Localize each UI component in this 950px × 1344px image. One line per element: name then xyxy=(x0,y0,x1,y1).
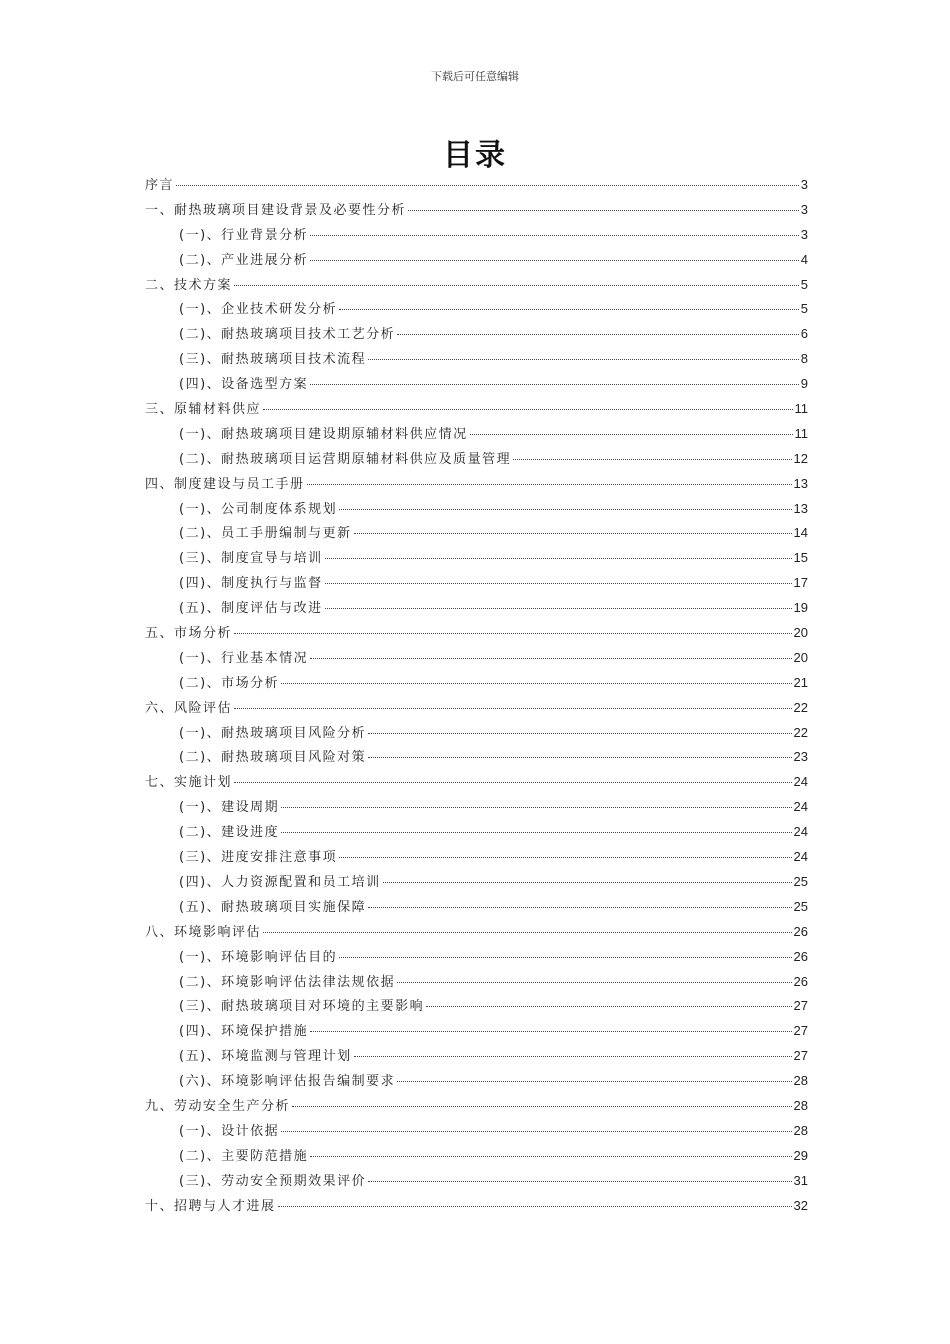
toc-leader-dots xyxy=(278,1206,792,1207)
toc-leader-dots xyxy=(310,384,799,385)
toc-leader-dots xyxy=(310,235,799,236)
toc-leader-dots xyxy=(339,857,791,858)
toc-entry-label: 五、市场分析 xyxy=(145,626,233,642)
toc-entry-page: 20 xyxy=(793,625,808,641)
toc-entry-page: 28 xyxy=(793,1097,808,1113)
toc-entry-page: 3 xyxy=(800,177,808,192)
toc-entry-page: 25 xyxy=(793,873,808,889)
toc-leader-dots xyxy=(234,782,792,783)
toc-leader-dots xyxy=(354,533,792,534)
toc-leader-dots xyxy=(354,1056,792,1057)
toc-entry-label: (五)、制度评估与改进 xyxy=(179,601,323,617)
toc-entry-page: 28 xyxy=(793,1122,808,1138)
toc-entry-label: (一)、行业背景分析 xyxy=(179,227,309,243)
toc-entry-page: 14 xyxy=(793,525,808,541)
toc-leader-dots xyxy=(292,1106,792,1107)
toc-entry-page: 24 xyxy=(793,824,808,840)
toc-entry[interactable] xyxy=(145,522,808,547)
toc-entry[interactable] xyxy=(145,473,808,498)
toc-entry-page: 11 xyxy=(794,425,808,441)
toc-entry-page: 22 xyxy=(793,699,808,715)
toc-leader-dots xyxy=(368,907,791,908)
toc-entry[interactable] xyxy=(145,348,808,373)
toc-entry-label: (三)、劳动安全预期效果评价 xyxy=(179,1173,367,1189)
toc-leader-dots xyxy=(307,484,792,485)
toc-entry[interactable] xyxy=(145,995,808,1020)
toc-entry[interactable] xyxy=(145,771,808,796)
toc-entry-label: (一)、行业基本情况 xyxy=(179,650,309,666)
toc-entry-label: (三)、制度宣导与培训 xyxy=(179,551,323,567)
toc-leader-dots xyxy=(263,932,792,933)
toc-entry-page: 24 xyxy=(793,774,808,790)
toc-entry[interactable] xyxy=(145,1095,808,1120)
toc-entry-page: 27 xyxy=(793,1023,808,1039)
toc-entry-page: 26 xyxy=(793,948,808,964)
toc-entry[interactable] xyxy=(145,249,808,274)
toc-entry[interactable] xyxy=(145,921,808,946)
toc-leader-dots xyxy=(281,683,791,684)
toc-leader-dots xyxy=(368,733,791,734)
toc-leader-dots xyxy=(281,807,791,808)
toc-leader-dots xyxy=(310,658,791,659)
toc-entry-page: 22 xyxy=(793,724,808,740)
toc-leader-dots xyxy=(281,832,791,833)
toc-leader-dots xyxy=(234,633,792,634)
toc-leader-dots xyxy=(397,982,791,983)
toc-entry-page: 5 xyxy=(800,301,808,317)
toc-entry-label: (一)、设计依据 xyxy=(179,1123,280,1139)
toc-leader-dots xyxy=(339,509,791,510)
toc-entry-label: 三、原辅材料供应 xyxy=(145,402,262,418)
toc-entry[interactable] xyxy=(145,946,808,971)
toc-entry[interactable] xyxy=(145,647,808,672)
toc-entry-label: (二)、产业进展分析 xyxy=(179,252,309,268)
toc-entry[interactable] xyxy=(145,1170,808,1195)
toc-entry-page: 31 xyxy=(793,1172,808,1188)
toc-entry[interactable] xyxy=(145,1195,808,1220)
toc-entry[interactable] xyxy=(145,1145,808,1170)
toc-leader-dots xyxy=(310,1031,791,1032)
toc-leader-dots xyxy=(281,1131,791,1132)
toc-entry[interactable] xyxy=(145,1020,808,1045)
toc-leader-dots xyxy=(368,757,791,758)
toc-entry-label: 四、制度建设与员工手册 xyxy=(145,476,305,492)
toc-leader-dots xyxy=(176,185,799,186)
toc-leader-dots xyxy=(397,1081,791,1082)
toc-entry-label: (一)、环境影响评估目的 xyxy=(179,949,338,965)
toc-entry[interactable] xyxy=(145,323,808,348)
toc-entry-label: (五)、耐热玻璃项目实施保障 xyxy=(179,899,367,915)
toc-entry[interactable] xyxy=(145,224,808,249)
toc-leader-dots xyxy=(513,459,791,460)
toc-entry-label: (六)、环境影响评估报告编制要求 xyxy=(179,1074,396,1090)
toc-entry-label: (四)、制度执行与监督 xyxy=(179,576,323,592)
toc-entry[interactable] xyxy=(145,572,808,597)
toc-entry-label: (一)、建设周期 xyxy=(179,800,280,816)
toc-leader-dots xyxy=(263,409,792,410)
toc-entry-page: 8 xyxy=(800,351,808,367)
toc-entry-page: 25 xyxy=(793,898,808,914)
toc-leader-dots xyxy=(426,1006,791,1007)
toc-entry-label: 二、技术方案 xyxy=(145,277,233,293)
toc-entry[interactable] xyxy=(145,448,808,473)
toc-entry-page: 24 xyxy=(793,849,808,865)
toc-entry-page: 26 xyxy=(793,973,808,989)
toc-entry-page: 5 xyxy=(800,276,808,292)
toc-entry[interactable] xyxy=(145,398,808,423)
toc-leader-dots xyxy=(234,285,799,286)
toc-entry-page: 11 xyxy=(794,401,808,417)
toc-entry-label: (一)、企业技术研发分析 xyxy=(179,302,338,318)
toc-entry[interactable] xyxy=(145,1070,808,1095)
toc-leader-dots xyxy=(383,882,792,883)
toc-entry[interactable] xyxy=(145,672,808,697)
toc-entry-page: 23 xyxy=(793,749,808,765)
toc-entry-label: (二)、耐热玻璃项目技术工艺分析 xyxy=(179,327,396,343)
toc-entry-label: 六、风险评估 xyxy=(145,700,233,716)
toc-entry[interactable] xyxy=(145,796,808,821)
toc-entry[interactable] xyxy=(145,597,808,622)
toc-entry[interactable] xyxy=(145,871,808,896)
toc-entry-label: (二)、环境影响评估法律法规依据 xyxy=(179,974,396,990)
toc-entry-page: 13 xyxy=(793,475,808,491)
toc-entry-page: 6 xyxy=(800,326,808,342)
toc-leader-dots xyxy=(310,1156,791,1157)
toc-entry[interactable] xyxy=(145,174,808,199)
toc-entry[interactable] xyxy=(145,423,808,448)
toc-entry-page: 13 xyxy=(793,500,808,516)
toc-entry-label: (二)、员工手册编制与更新 xyxy=(179,526,352,542)
toc-entry[interactable] xyxy=(145,697,808,722)
toc-entry-label: (三)、耐热玻璃项目技术流程 xyxy=(179,352,367,368)
toc-entry[interactable] xyxy=(145,722,808,747)
toc-entry-label: (二)、市场分析 xyxy=(179,675,280,691)
toc-entry-page: 9 xyxy=(800,376,808,392)
toc-entry[interactable] xyxy=(145,547,808,572)
toc-entry[interactable] xyxy=(145,971,808,996)
toc-entry-page: 15 xyxy=(793,550,808,566)
toc-entry-label: 十、招聘与人才进展 xyxy=(145,1198,276,1214)
toc-leader-dots xyxy=(470,434,793,435)
toc-entry-page: 21 xyxy=(793,674,808,690)
toc-entry-page: 17 xyxy=(793,575,808,591)
toc-entry-label: (四)、环境保护措施 xyxy=(179,1024,309,1040)
toc-leader-dots xyxy=(368,359,799,360)
toc-entry-label: 九、劳动安全生产分析 xyxy=(145,1098,291,1114)
toc-leader-dots xyxy=(368,1181,791,1182)
toc-entry-label: 一、耐热玻璃项目建设背景及必要性分析 xyxy=(145,202,407,218)
toc-entry-label: (一)、公司制度体系规划 xyxy=(179,501,338,517)
toc-entry[interactable] xyxy=(145,373,808,398)
toc-leader-dots xyxy=(325,558,792,559)
toc-leader-dots xyxy=(325,583,792,584)
toc-entry-page: 20 xyxy=(793,649,808,665)
toc-entry-label: 序言 xyxy=(145,178,175,193)
toc-leader-dots xyxy=(234,708,792,709)
toc-leader-dots xyxy=(397,334,799,335)
toc-title: 目录 xyxy=(443,138,507,173)
toc-entry[interactable] xyxy=(145,846,808,871)
toc-leader-dots xyxy=(339,957,791,958)
toc-entry-label: (三)、耐热玻璃项目对环境的主要影响 xyxy=(179,999,425,1015)
toc-entry[interactable] xyxy=(145,298,808,323)
toc-entry[interactable] xyxy=(145,1045,808,1070)
toc-entry-page: 27 xyxy=(793,998,808,1014)
toc-entry-label: 八、环境影响评估 xyxy=(145,924,262,940)
toc-entry-label: (二)、主要防范措施 xyxy=(179,1148,309,1164)
toc-entry-page: 3 xyxy=(800,201,808,217)
toc-entry-label: (一)、耐热玻璃项目风险分析 xyxy=(179,725,367,741)
toc-entry-label: (三)、进度安排注意事项 xyxy=(179,850,338,866)
page-header: 下载后可任意编辑 xyxy=(431,70,519,83)
toc-leader-dots xyxy=(339,309,799,310)
toc-entry[interactable] xyxy=(145,622,808,647)
toc-leader-dots xyxy=(325,608,792,609)
toc-entry-label: 七、实施计划 xyxy=(145,775,233,791)
toc-entry[interactable] xyxy=(145,274,808,299)
toc-entry-label: (二)、建设进度 xyxy=(179,825,280,841)
toc-leader-dots xyxy=(310,260,799,261)
toc-entry-page: 19 xyxy=(793,600,808,616)
toc-entry-page: 4 xyxy=(800,251,808,267)
toc-entry-page: 32 xyxy=(793,1197,808,1213)
toc-entry-page: 28 xyxy=(793,1073,808,1089)
toc-entry[interactable] xyxy=(145,498,808,523)
toc-entry-page: 27 xyxy=(793,1048,808,1064)
toc-entry-page: 29 xyxy=(793,1147,808,1163)
toc-entry-label: (五)、环境监测与管理计划 xyxy=(179,1049,352,1065)
toc-entry-label: (四)、人力资源配置和员工培训 xyxy=(179,874,381,890)
toc-entry-page: 24 xyxy=(793,799,808,815)
toc-entry[interactable] xyxy=(145,1120,808,1145)
toc-entry-page: 26 xyxy=(793,923,808,939)
toc-entry-label: (二)、耐热玻璃项目风险对策 xyxy=(179,750,367,766)
toc-entry[interactable] xyxy=(145,199,808,224)
toc-entry-page: 3 xyxy=(800,226,808,242)
table-of-contents xyxy=(145,174,808,1219)
toc-entry[interactable] xyxy=(145,896,808,921)
toc-entry[interactable] xyxy=(145,746,808,771)
toc-entry-page: 12 xyxy=(793,450,808,466)
toc-leader-dots xyxy=(408,210,799,211)
toc-entry-label: (一)、耐热玻璃项目建设期原辅材料供应情况 xyxy=(179,426,468,442)
toc-entry[interactable] xyxy=(145,821,808,846)
toc-entry-label: (四)、设备选型方案 xyxy=(179,377,309,393)
toc-entry-label: (二)、耐热玻璃项目运营期原辅材料供应及质量管理 xyxy=(179,451,512,467)
